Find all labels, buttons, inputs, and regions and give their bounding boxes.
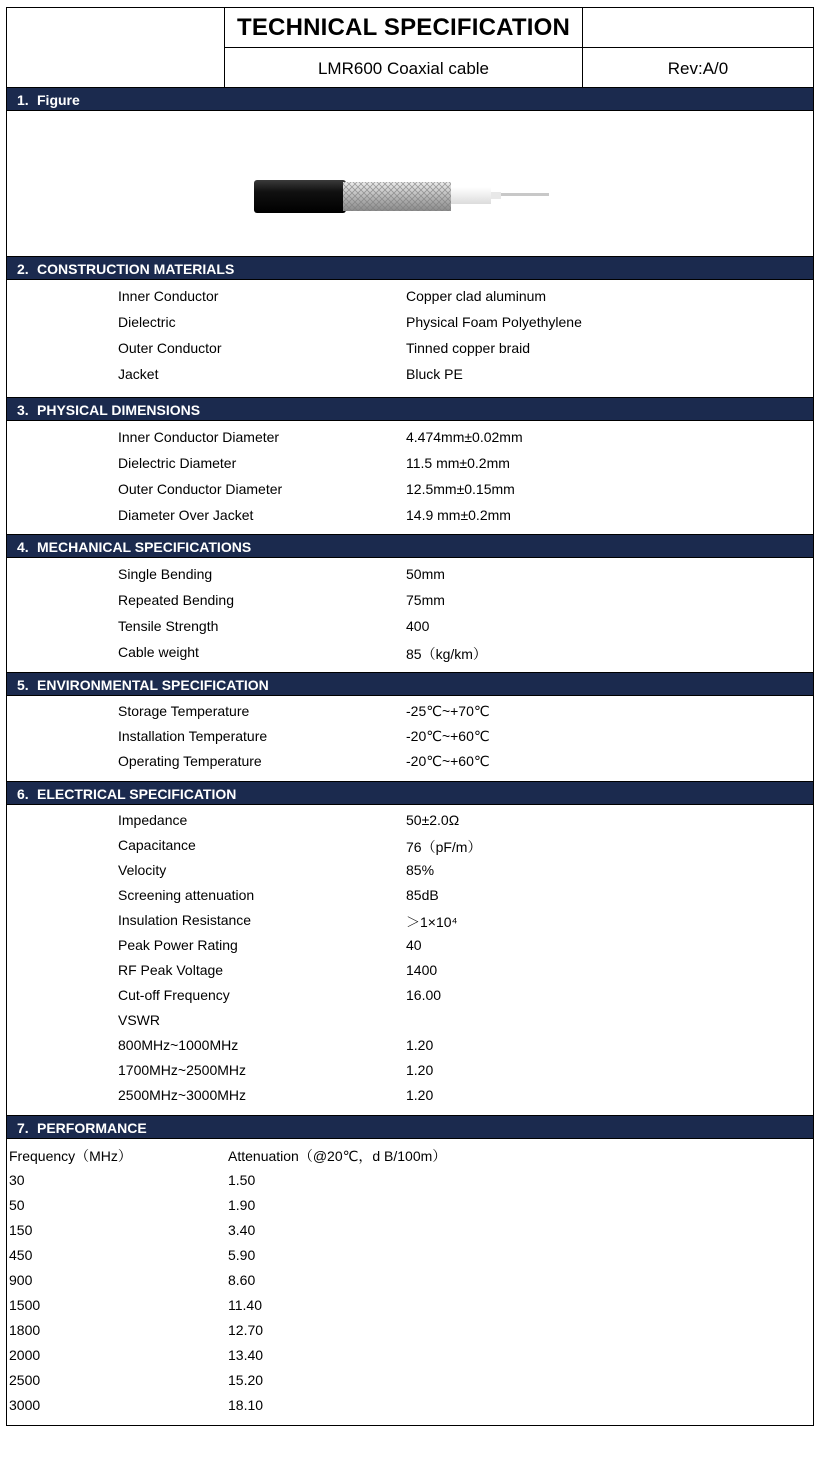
attenuation-value: 1.90 — [228, 1197, 256, 1213]
jacket-shape — [254, 180, 346, 213]
spec-label: Tensile Strength — [118, 618, 219, 634]
frequency-value: 50 — [9, 1197, 25, 1213]
spec-value: -20℃~+60℃ — [406, 728, 490, 744]
document-header — [7, 8, 813, 88]
frequency-value: 1500 — [9, 1297, 41, 1313]
attenuation-value: 8.60 — [228, 1272, 256, 1288]
spec-value: 4.474mm±0.02mm — [406, 429, 523, 445]
spec-label: Inner Conductor — [118, 288, 219, 304]
spec-sheet — [6, 7, 814, 1426]
header-blank-cell — [583, 8, 813, 48]
spec-value: 85dB — [406, 887, 439, 903]
attenuation-value: 18.10 — [228, 1397, 264, 1413]
frequency-value: 1800 — [9, 1322, 41, 1338]
spec-value: 85% — [406, 862, 435, 878]
attenuation-value: 3.40 — [228, 1222, 256, 1238]
spec-label: Outer Conductor Diameter — [118, 481, 283, 497]
spec-value: 75mm — [406, 592, 445, 608]
product-name: LMR600 Coaxial cable — [225, 48, 583, 87]
section-header-electrical — [7, 781, 813, 805]
spec-label: VSWR — [118, 1012, 160, 1028]
section-number: 3. — [17, 402, 29, 418]
section-number: 5. — [17, 677, 29, 693]
coaxial-cable-image — [7, 112, 813, 254]
spec-value: Tinned copper braid — [406, 340, 531, 356]
frequency-value: 3000 — [9, 1397, 41, 1413]
spec-value: Copper clad aluminum — [406, 288, 547, 304]
section-title: CONSTRUCTION MATERIALS — [37, 261, 235, 277]
spec-label: 800MHz~1000MHz — [118, 1037, 239, 1053]
spec-value: 1.20 — [406, 1037, 434, 1053]
section-number: 6. — [17, 786, 29, 802]
attenuation-value: 12.70 — [228, 1322, 264, 1338]
spec-label: Screening attenuation — [118, 887, 255, 903]
frequency-column-header: Frequency（MHz） — [9, 1148, 132, 1164]
spec-value: 85（kg/km） — [406, 646, 487, 662]
spec-value: 50mm — [406, 566, 445, 582]
spec-label: Storage Temperature — [118, 703, 250, 719]
spec-value: ＞1×10⁴ — [406, 914, 458, 930]
attenuation-value: 5.90 — [228, 1247, 256, 1263]
spec-label: Jacket — [118, 366, 159, 382]
attenuation-column-header: Attenuation（@20℃，d B/100m） — [228, 1148, 447, 1164]
spec-label: RF Peak Voltage — [118, 962, 224, 978]
section-title: ELECTRICAL SPECIFICATION — [37, 786, 237, 802]
section-header-figure — [7, 87, 813, 111]
spec-value: Bluck PE — [406, 366, 463, 382]
section-number: 7. — [17, 1120, 29, 1136]
attenuation-value: 13.40 — [228, 1347, 264, 1363]
spec-label: Velocity — [118, 862, 167, 878]
section-title: ENVIRONMENTAL SPECIFICATION — [37, 677, 269, 693]
spec-label: 2500MHz~3000MHz — [118, 1087, 247, 1103]
spec-label: Cut-off Frequency — [118, 987, 230, 1003]
spec-label: Operating Temperature — [118, 753, 262, 769]
revision-label: Rev:A/0 — [667, 59, 729, 78]
frequency-value: 2500 — [9, 1372, 41, 1388]
spec-value: 16.00 — [406, 987, 442, 1003]
section-title: Figure — [37, 92, 80, 108]
section-header-environmental — [7, 672, 813, 696]
document-title: TECHNICAL SPECIFICATION — [225, 8, 583, 48]
dielectric-shape — [451, 187, 491, 204]
spec-label: Inner Conductor Diameter — [118, 429, 280, 445]
section-header-construction — [7, 256, 813, 280]
spec-value: 400 — [406, 618, 430, 634]
spec-value: -25℃~+70℃ — [406, 703, 490, 719]
frequency-value: 150 — [9, 1222, 33, 1238]
spec-label: Capacitance — [118, 837, 196, 853]
spec-label: Impedance — [118, 812, 188, 828]
spec-value: Physical Foam Polyethylene — [406, 314, 582, 330]
inner-conductor-shape — [501, 193, 549, 196]
section-header-performance — [7, 1115, 813, 1139]
spec-label: Diameter Over Jacket — [118, 507, 254, 523]
spec-label: Repeated Bending — [118, 592, 234, 608]
spec-value: 12.5mm±0.15mm — [406, 481, 515, 497]
spec-label: Cable weight — [118, 644, 199, 660]
logo-cell — [7, 8, 225, 87]
section-title: PHYSICAL DIMENSIONS — [37, 402, 201, 418]
frequency-value: 30 — [9, 1172, 25, 1188]
spec-label: Single Bending — [118, 566, 213, 582]
spec-value: 50±2.0Ω — [406, 812, 460, 828]
spec-label: Insulation Resistance — [118, 912, 252, 928]
section-title: PERFORMANCE — [37, 1120, 147, 1136]
spec-value: 1.20 — [406, 1087, 434, 1103]
spec-value: -20℃~+60℃ — [406, 753, 490, 769]
attenuation-value: 1.50 — [228, 1172, 256, 1188]
spec-label: 1700MHz~2500MHz — [118, 1062, 247, 1078]
section-title: MECHANICAL SPECIFICATIONS — [37, 539, 252, 555]
spec-value: 11.5 mm±0.2mm — [406, 455, 510, 471]
frequency-value: 2000 — [9, 1347, 41, 1363]
spec-label: Outer Conductor — [118, 340, 222, 356]
spec-label: Dielectric — [118, 314, 176, 330]
section-header-physical — [7, 397, 813, 421]
section-number: 1. — [17, 92, 29, 108]
spec-value: 76（pF/m） — [406, 839, 482, 855]
cable-figure — [7, 112, 813, 254]
attenuation-value: 15.20 — [228, 1372, 264, 1388]
spec-value: 14.9 mm±0.2mm — [406, 507, 511, 523]
spec-value: 1400 — [406, 962, 438, 978]
spec-label: Peak Power Rating — [118, 937, 238, 953]
frequency-value: 900 — [9, 1272, 33, 1288]
spec-label: Dielectric Diameter — [118, 455, 237, 471]
attenuation-value: 11.40 — [228, 1297, 262, 1313]
section-number: 4. — [17, 539, 29, 555]
frequency-value: 450 — [9, 1247, 33, 1263]
spec-label: Installation Temperature — [118, 728, 268, 744]
spec-value: 40 — [406, 937, 422, 953]
section-header-mechanical — [7, 534, 813, 558]
spec-value: 1.20 — [406, 1062, 434, 1078]
section-number: 2. — [17, 261, 29, 277]
